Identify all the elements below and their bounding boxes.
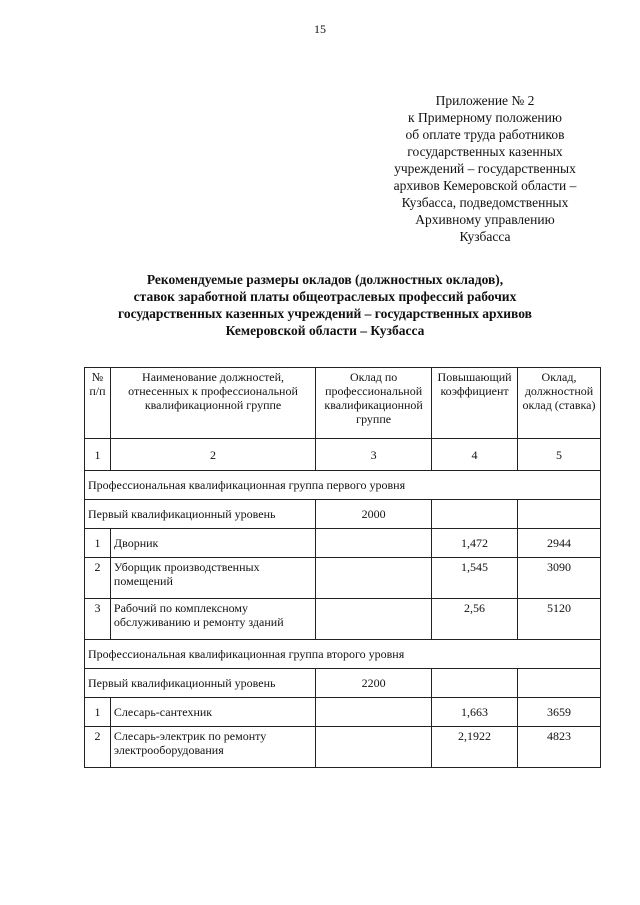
row-coefficient: 1,545 — [432, 558, 518, 599]
row-num: 1 — [85, 529, 111, 558]
document-title — [100, 271, 550, 339]
column-number: 2 — [110, 439, 315, 471]
row-num: 1 — [85, 698, 111, 727]
table-header-row — [85, 368, 601, 439]
empty-cell — [518, 669, 601, 698]
empty-cell — [316, 727, 432, 768]
column-number: 3 — [316, 439, 432, 471]
header-position-name: Наименование должностей, отнесенных к профессиональной квалификационной группе — [110, 368, 315, 439]
column-number: 5 — [518, 439, 601, 471]
level-row — [85, 500, 601, 529]
header-base-salary: Оклад по профессиональной квалификационной группе — [316, 368, 432, 439]
row-coefficient: 2,1922 — [432, 727, 518, 768]
table-row — [85, 529, 601, 558]
row-salary: 4823 — [518, 727, 601, 768]
row-position: Слесарь-сантехник — [110, 698, 315, 727]
row-position: Рабочий по комплексному обслуживанию и ремонту зданий — [110, 599, 315, 640]
header-salary: Оклад, должностной оклад (ставка) — [518, 368, 601, 439]
empty-cell — [316, 558, 432, 599]
empty-cell — [432, 500, 518, 529]
level-name: Первый квалификационный уровень — [85, 669, 316, 698]
appendix-line: архивов Кемеровской области – — [393, 178, 577, 193]
header-coefficient: Повышающий коэффициент — [432, 368, 518, 439]
row-salary: 2944 — [518, 529, 601, 558]
row-position: Слесарь-электрик по ремонту электрооборудования — [110, 727, 315, 768]
group-title: Профессиональная квалификационная группа первого уровня — [85, 471, 601, 500]
header-num: № п/п — [85, 368, 111, 439]
group-title: Профессиональная квалификационная группа второго уровня — [85, 640, 601, 669]
row-num: 2 — [85, 727, 111, 768]
table-row — [85, 698, 601, 727]
table-row — [85, 558, 601, 599]
row-coefficient: 1,472 — [432, 529, 518, 558]
column-number: 4 — [432, 439, 518, 471]
table-row — [85, 599, 601, 640]
row-position: Уборщик производственных помещений — [110, 558, 315, 599]
title-line: государственных казенных учреждений – государственных архивов — [118, 306, 532, 321]
salary-table — [84, 367, 601, 768]
appendix-line: государственных казенных — [407, 144, 563, 159]
empty-cell — [518, 500, 601, 529]
empty-cell — [316, 529, 432, 558]
row-salary: 5120 — [518, 599, 601, 640]
level-base-salary: 2000 — [316, 500, 432, 529]
level-name: Первый квалификационный уровень — [85, 500, 316, 529]
appendix-line: Архивному управлению — [415, 212, 555, 227]
title-line: Кемеровской области – Кузбасса — [225, 323, 425, 338]
row-num: 3 — [85, 599, 111, 640]
level-row — [85, 669, 601, 698]
row-coefficient: 1,663 — [432, 698, 518, 727]
row-salary: 3659 — [518, 698, 601, 727]
level-base-salary: 2200 — [316, 669, 432, 698]
row-coefficient: 2,56 — [432, 599, 518, 640]
appendix-line: Приложение № 2 — [435, 93, 535, 108]
title-line: ставок заработной платы общеотраслевых профессий рабочих — [133, 289, 517, 304]
row-position: Дворник — [110, 529, 315, 558]
table-row — [85, 727, 601, 768]
appendix-line: об оплате труда работников — [405, 127, 565, 142]
empty-cell — [432, 669, 518, 698]
empty-cell — [316, 599, 432, 640]
column-number-row — [85, 439, 601, 471]
page-number: 15 — [314, 22, 326, 36]
appendix-line: Кузбасса — [459, 229, 511, 244]
empty-cell — [316, 698, 432, 727]
title-line: Рекомендуемые размеры окладов (должностных окладов), — [146, 272, 504, 287]
appendix-line: к Примерному положению — [408, 110, 562, 125]
group-title-row — [85, 640, 601, 669]
group-title-row — [85, 471, 601, 500]
row-salary: 3090 — [518, 558, 601, 599]
row-num: 2 — [85, 558, 111, 599]
appendix-note — [380, 92, 590, 245]
appendix-line: Кузбасса, подведомственных — [401, 195, 569, 210]
appendix-line: учреждений – государственных — [394, 161, 576, 176]
column-number: 1 — [85, 439, 111, 471]
